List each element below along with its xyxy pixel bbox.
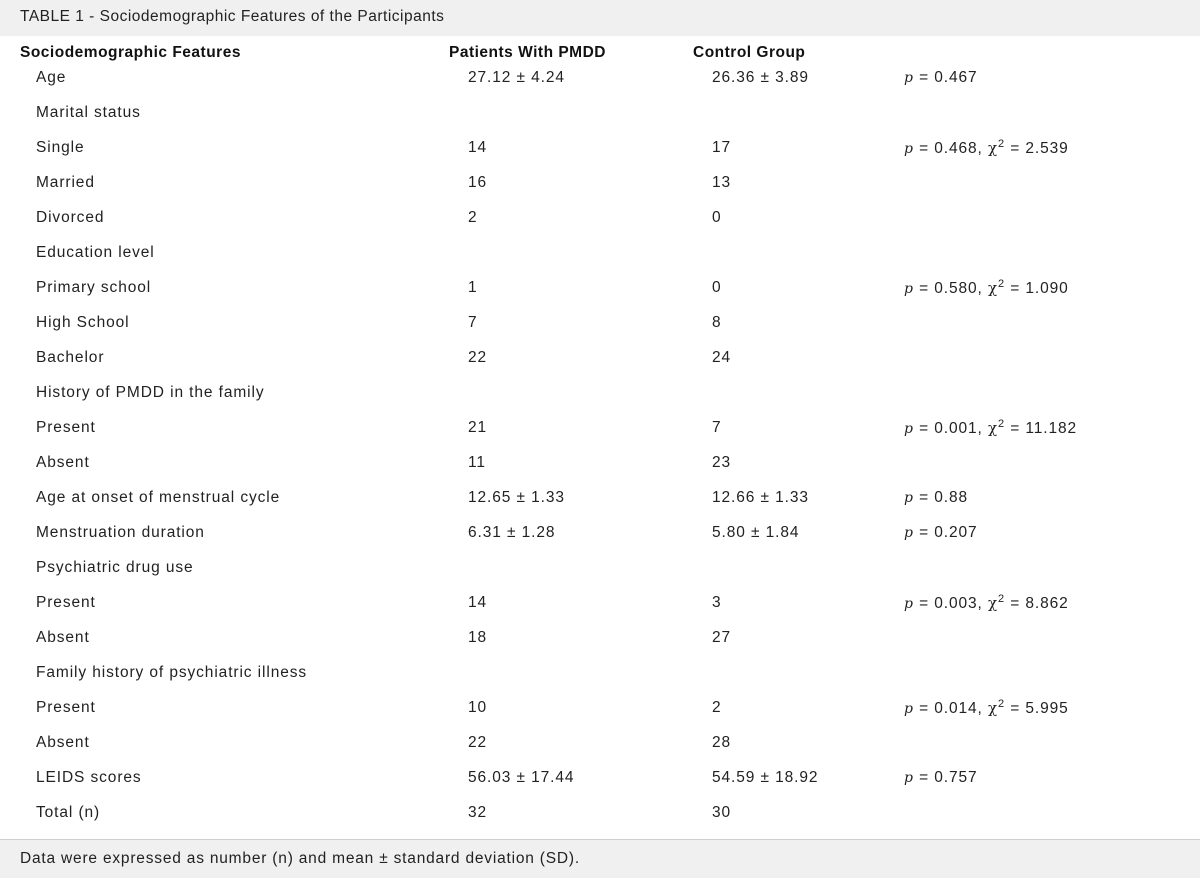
p-symbol: p bbox=[904, 141, 914, 157]
pmdd-value: 6.31 ± 1.28 bbox=[468, 524, 556, 541]
statistic-value bbox=[904, 769, 978, 787]
chi-symbol: χ bbox=[987, 594, 998, 612]
p-value: = 0.467 bbox=[913, 69, 978, 86]
statistic-value bbox=[904, 139, 1069, 158]
p-value: = 0.207 bbox=[913, 524, 978, 541]
control-value: 30 bbox=[712, 804, 732, 821]
pmdd-value: 21 bbox=[468, 419, 488, 436]
statistic-value bbox=[904, 524, 978, 542]
row-label: Single bbox=[36, 139, 85, 156]
pmdd-value: 32 bbox=[468, 804, 488, 821]
row-label: History of PMDD in the family bbox=[36, 384, 265, 401]
p-symbol: p bbox=[904, 421, 914, 437]
chi-square-value: = 11.182 bbox=[1010, 420, 1078, 437]
control-value: 24 bbox=[712, 349, 732, 366]
chi-square-value: = 8.862 bbox=[1010, 595, 1069, 612]
row-label: Education level bbox=[36, 244, 155, 261]
table-row bbox=[0, 795, 1200, 830]
row-label: Marital status bbox=[36, 104, 141, 121]
table-row bbox=[0, 270, 1200, 305]
chi-superscript: 2 bbox=[997, 697, 1005, 710]
chi-square-value: = 1.090 bbox=[1010, 280, 1069, 297]
control-value: 26.36 ± 3.89 bbox=[712, 69, 809, 86]
chi-superscript: 2 bbox=[997, 277, 1005, 290]
control-value: 17 bbox=[712, 139, 732, 156]
table-row bbox=[0, 725, 1200, 760]
row-label: Menstruation duration bbox=[36, 524, 205, 541]
statistic-value bbox=[904, 279, 1069, 298]
table-row bbox=[0, 410, 1200, 445]
pmdd-value: 7 bbox=[468, 314, 478, 331]
header-patients-with-pmdd: Patients With PMDD bbox=[449, 44, 606, 61]
header-control-group: Control Group bbox=[693, 44, 806, 61]
row-label: Bachelor bbox=[36, 349, 105, 366]
control-value: 54.59 ± 18.92 bbox=[712, 769, 819, 786]
table-row bbox=[0, 375, 1200, 410]
table-row bbox=[0, 60, 1200, 95]
table-row bbox=[0, 305, 1200, 340]
p-symbol: p bbox=[904, 525, 914, 541]
statistic-value bbox=[904, 699, 1069, 718]
p-symbol: p bbox=[904, 281, 914, 297]
control-value: 28 bbox=[712, 734, 732, 751]
p-symbol: p bbox=[904, 490, 914, 506]
chi-square-value: = 2.539 bbox=[1010, 140, 1069, 157]
pmdd-value: 27.12 ± 4.24 bbox=[468, 69, 565, 86]
row-label: Absent bbox=[36, 734, 90, 751]
row-label: Present bbox=[36, 699, 96, 716]
row-label: Absent bbox=[36, 629, 90, 646]
control-value: 8 bbox=[712, 314, 722, 331]
pmdd-value: 22 bbox=[468, 349, 488, 366]
table-row bbox=[0, 235, 1200, 270]
row-label: Age at onset of menstrual cycle bbox=[36, 489, 281, 506]
row-label: Absent bbox=[36, 454, 90, 471]
p-value: = 0.88 bbox=[913, 489, 969, 506]
p-symbol: p bbox=[904, 701, 914, 717]
control-value: 12.66 ± 1.33 bbox=[712, 489, 809, 506]
row-label: Married bbox=[36, 174, 95, 191]
p-value: = 0.001, bbox=[913, 420, 988, 437]
pmdd-value: 22 bbox=[468, 734, 488, 751]
chi-symbol: χ bbox=[987, 139, 998, 157]
control-value: 5.80 ± 1.84 bbox=[712, 524, 800, 541]
statistic-value bbox=[904, 489, 968, 507]
pmdd-value: 12.65 ± 1.33 bbox=[468, 489, 565, 506]
chi-symbol: χ bbox=[987, 419, 998, 437]
table-caption: TABLE 1 - Sociodemographic Features of the Participants bbox=[20, 8, 445, 25]
statistic-value bbox=[904, 594, 1069, 613]
pmdd-value: 16 bbox=[468, 174, 488, 191]
pmdd-value: 11 bbox=[468, 454, 486, 471]
table-row bbox=[0, 585, 1200, 620]
row-label: Family history of psychiatric illness bbox=[36, 664, 308, 681]
table-row bbox=[0, 200, 1200, 235]
control-value: 23 bbox=[712, 454, 732, 471]
control-value: 13 bbox=[712, 174, 732, 191]
table-caption-bar bbox=[0, 0, 1200, 36]
control-value: 7 bbox=[712, 419, 722, 436]
chi-superscript: 2 bbox=[997, 137, 1005, 150]
p-symbol: p bbox=[904, 596, 914, 612]
control-value: 27 bbox=[712, 629, 732, 646]
control-value: 2 bbox=[712, 699, 722, 716]
chi-symbol: χ bbox=[987, 279, 998, 297]
table-body bbox=[0, 60, 1200, 830]
statistic-value bbox=[904, 69, 978, 87]
p-value: = 0.468, bbox=[913, 140, 988, 157]
table-row bbox=[0, 95, 1200, 130]
chi-symbol: χ bbox=[987, 699, 998, 717]
table-row bbox=[0, 690, 1200, 725]
pmdd-value: 14 bbox=[468, 594, 488, 611]
row-label: High School bbox=[36, 314, 130, 331]
pmdd-value: 1 bbox=[468, 279, 478, 296]
header-sociodemographic-features: Sociodemographic Features bbox=[20, 44, 241, 61]
control-value: 0 bbox=[712, 209, 722, 226]
control-value: 0 bbox=[712, 279, 722, 296]
row-label: Psychiatric drug use bbox=[36, 559, 194, 576]
p-value: = 0.003, bbox=[913, 595, 988, 612]
p-value: = 0.580, bbox=[913, 280, 988, 297]
chi-superscript: 2 bbox=[997, 592, 1005, 605]
row-label: LEIDS scores bbox=[36, 769, 142, 786]
row-label: Primary school bbox=[36, 279, 152, 296]
table-row bbox=[0, 165, 1200, 200]
table-row bbox=[0, 550, 1200, 585]
table-row bbox=[0, 655, 1200, 690]
pmdd-value: 18 bbox=[468, 629, 488, 646]
table-row bbox=[0, 340, 1200, 375]
table-row bbox=[0, 130, 1200, 165]
chi-square-value: = 5.995 bbox=[1010, 700, 1069, 717]
table-row bbox=[0, 620, 1200, 655]
row-label: Present bbox=[36, 419, 96, 436]
table-row bbox=[0, 760, 1200, 795]
pmdd-value: 14 bbox=[468, 139, 488, 156]
pmdd-value: 2 bbox=[468, 209, 478, 226]
row-label: Total (n) bbox=[36, 804, 101, 821]
chi-superscript: 2 bbox=[997, 417, 1005, 430]
row-label: Age bbox=[36, 69, 67, 86]
row-label: Divorced bbox=[36, 209, 105, 226]
control-value: 3 bbox=[712, 594, 722, 611]
table-row bbox=[0, 445, 1200, 480]
p-symbol: p bbox=[904, 770, 914, 786]
statistic-value bbox=[904, 419, 1077, 438]
pmdd-value: 56.03 ± 17.44 bbox=[468, 769, 575, 786]
table-row bbox=[0, 515, 1200, 550]
pmdd-value: 10 bbox=[468, 699, 488, 716]
table-row bbox=[0, 480, 1200, 515]
table-footnote: Data were expressed as number (n) and mean ± standard deviation (SD). bbox=[20, 850, 580, 867]
p-value: = 0.014, bbox=[913, 700, 988, 717]
p-value: = 0.757 bbox=[913, 769, 978, 786]
p-symbol: p bbox=[904, 70, 914, 86]
row-label: Present bbox=[36, 594, 96, 611]
